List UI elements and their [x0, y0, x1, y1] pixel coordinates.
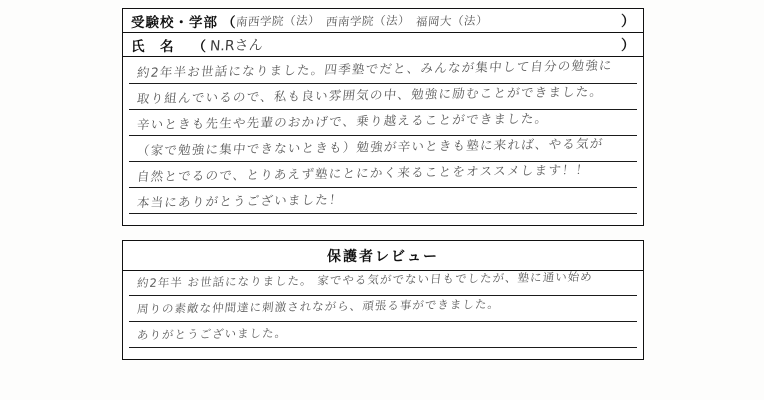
student-form-box: [122, 8, 644, 226]
handwritten-line: （家で勉強に集中できないときも）勉強が辛いときも塾に来れば、やる気が: [136, 135, 605, 158]
handwritten-line: 辛いときも先生や先輩のおかげで、乗り越えることができました。: [136, 110, 550, 132]
school-field-label: 受験校・学部: [131, 14, 218, 30]
name-paren-close: ）: [621, 36, 635, 53]
guardian-review-box: [122, 240, 644, 360]
school-paren-close: ）: [621, 12, 635, 29]
handwritten-line: 周りの素敵な仲間達に刺激されながら、頑張る事ができました。: [136, 296, 501, 316]
student-name-value: N.Rさん: [209, 37, 264, 54]
school-entry-3: 福岡大（法）: [414, 12, 489, 29]
school-field-row: [123, 9, 643, 33]
handwritten-line: ありがとうございました。: [136, 325, 288, 342]
handwritten-line: 自然とでるので、とりあえず塾にとにかく来ることをオススメします！！: [136, 161, 591, 184]
rule-line: [129, 213, 637, 214]
school-entry-2: 西南学院（法）: [324, 12, 411, 29]
handwritten-line: 本当にありがとうございました！: [136, 191, 344, 210]
name-paren-open: （: [192, 38, 206, 54]
handwritten-line: 約2年半 お世話になりました。 家でやる気がでない日もでしたが、塾に通い始め: [136, 269, 594, 290]
guardian-review-body: [123, 269, 643, 359]
form-ruled-area: [123, 57, 643, 225]
name-field-row: [123, 33, 643, 57]
handwritten-line: 取り組んでいるので、私も良い雰囲気の中、勉強に励むことができました。: [136, 83, 605, 106]
handwritten-line: 約2年半お世話になりました。四季塾でだと、みんなが集中して自分の勉強に: [136, 57, 614, 80]
guardian-review-title: 保護者レビュー: [123, 241, 643, 271]
school-paren-open: （: [222, 14, 236, 30]
rule-line: [129, 347, 637, 348]
school-entry-1: 南西学院（法）: [234, 12, 321, 29]
name-field-label: 氏 名: [131, 38, 175, 54]
